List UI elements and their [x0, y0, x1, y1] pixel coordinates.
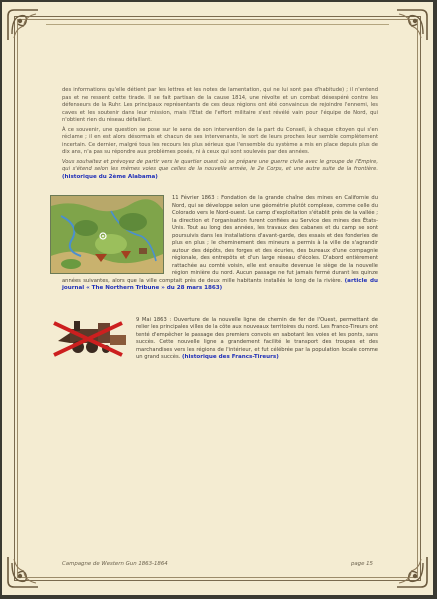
- article-body: [62, 87, 378, 362]
- event-text: 11 Février 1863 : Fondation de la grande chaîne des mines en Californie du Nord, qui se développe selon une géométrie plutôt complexe, comme celle du Colorado vers le Nord-ouest. Le camp d'exploitation s'établit près de la vallée ; la direction et l'organisation furent confiées au Service des mines des États-Unis. Tout au long des années, les travaux des cabanes et du camp se sont poursuivis dans les installations d'avant-garde, des essais et des fonderies de plus en plus ; le cheminement des mineurs a permis à la ville de s'agrandir autour des dépôts, des forges et des écuries, des bureaux d'une compagnie régionale, des entrepôts et d'un large réseau d'écoles. D'abord entièrement rattachée au comté voisin, elle est ensuite devenue le siège de la nouvelle région minière du nord. Aucun passage ne fut jamais fermé durant les quinze années suivantes, alors que la ville comptait près de deux mille habitants installés le long de la rivière.: [62, 195, 378, 284]
- event-text: 9 Mai 1863 : Ouverture de la nouvelle ligne de chemin de fer de l'Ouest, permettant de relier les principales villes de la côte aux nouveaux territoires du nord. Les Franco-Tireurs ont tenté d'empêcher le passage des premiers convois en sabotant les voies et les ponts, sans succès. Cette nouvelle ligne a grandement facilité le transport des troupes et des marchandises vers les régions de l'intérieur, et fut célébrée par la population locale comme un grand succès.: [136, 316, 378, 360]
- event-section-railroad: [62, 317, 378, 362]
- intro-italic-text: Vous souhaitez et prévoyez de partir vers le quartier ouest où se prépare une guerre civile avec le groupe de l'Empire, qui s'étend selon les mêmes voies que celles de la nouvelle armée, le 2e Corps, et une autre suite de la frontière.: [62, 158, 378, 172]
- corner-ornament-icon: [6, 8, 40, 42]
- corner-ornament-icon: [395, 8, 429, 42]
- document-page: [2, 2, 433, 595]
- page-footer: [62, 561, 373, 567]
- intro-paragraph: [62, 159, 378, 182]
- terrain-map-image: [50, 195, 164, 274]
- footer-campaign-title: Campagne de Western Gun 1863-1864: [62, 561, 168, 567]
- intro-paragraph: À ce souvenir, une question se pose sur le sens de son intervention de la part du Conseil, à chaque citoyen qui s'en réclame ; il en est alors désormais et chacun de ses intervenants, le sort de leurs proches leur semble complètement incertain. Ce dernier, malgré tous les recours les plus sérieux que l'ensemble du système a mis en place depuis plus de dix ans, n'a pas su répondre aux problèmes posés, ni à ceux qui sont soulevés par des années.: [62, 126, 378, 155]
- top-rule: [46, 24, 389, 25]
- corner-ornament-icon: [6, 555, 40, 589]
- source-link-2nd-alabama[interactable]: (historique du 2ème Alabama): [62, 173, 158, 180]
- source-link-francs-tireurs[interactable]: (historique des Francs-Tireurs): [181, 354, 279, 360]
- intro-paragraph: des informations qu'elle détient par les lettres et les notes de lamentation, qui ne lui sont pas d'habitude) ; il n'entend pas et ne ressent cette tirade. Il se fait partisan de la cause 1814, une révolte et un combat désespéré contre les défenseurs de la Ruhr. Les principaux représentants de ces deux régions ont été convaincus de rejoindre l'ennemi, les caves et les soutenir dans leur mission, mais l'Etat de l'effort militaire s'est révélé vain pour l'équipe de Nord, qui n'obtient rien du réseau défaillant.: [62, 87, 378, 123]
- corner-ornament-icon: [395, 555, 429, 589]
- locomotive-image: [48, 319, 128, 359]
- event-section-mines: [62, 195, 378, 293]
- source-link-northern-tribune[interactable]: (article du journal « The Northern Tribune » du 28 mars 1863): [62, 277, 378, 291]
- footer-page-number: page 15: [350, 561, 373, 567]
